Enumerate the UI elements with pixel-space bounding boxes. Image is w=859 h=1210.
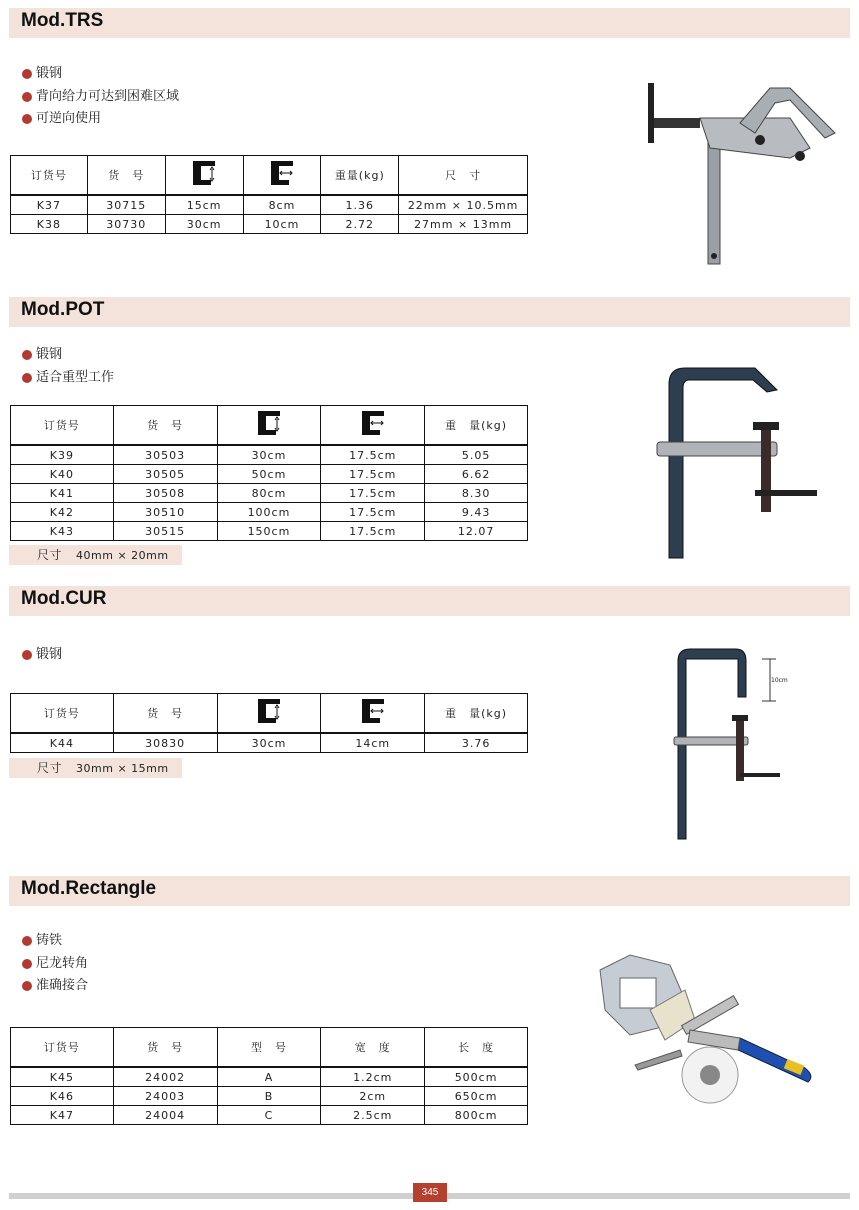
dimension-label: 10cm <box>771 677 788 684</box>
table-row: K40 30505 50cm 17.5cm 6.62 <box>11 465 528 484</box>
header-depth <box>217 694 321 734</box>
table-row: K39 30503 30cm 17.5cm 5.05 <box>11 445 528 465</box>
section-header-cur <box>9 586 850 616</box>
header-model: 型 号 <box>217 1028 321 1068</box>
header-width: 宽 度 <box>321 1028 425 1068</box>
table-row: K37 30715 15cm 8cm 1.36 22mm × 10.5mm <box>11 195 528 215</box>
header-reach <box>321 694 425 734</box>
clamp-reach-icon <box>358 407 388 441</box>
header-order-no: 订货号 <box>11 406 114 446</box>
header-item-no: 货 号 <box>113 694 217 734</box>
header-size: 尺 寸 <box>399 156 528 196</box>
section-header-rect <box>9 876 850 906</box>
clamp-depth-icon <box>254 407 284 441</box>
header-reach <box>321 406 425 446</box>
feature-item: 铸铁 <box>22 930 88 953</box>
feature-list-rect <box>22 930 88 998</box>
table-row: K38 30730 30cm 10cm 2.72 27mm × 13mm <box>11 215 528 234</box>
feature-item: 锻钢 <box>22 63 179 86</box>
feature-list-trs <box>22 63 179 131</box>
section-header-trs <box>9 8 850 38</box>
spec-table-trs <box>10 155 528 234</box>
spec-table-rect <box>10 1027 528 1125</box>
table-row: K46 24003 B 2cm 650cm <box>11 1087 528 1106</box>
feature-item: 背向给力可达到困难区域 <box>22 86 179 109</box>
header-depth <box>217 406 321 446</box>
header-weight: 重 量(kg) <box>425 694 528 734</box>
clamp-depth-icon <box>254 695 284 729</box>
rectangle-clamp-photo <box>590 950 825 1110</box>
table-row: K44 30830 30cm 14cm 3.76 <box>11 733 528 753</box>
page-number: 345 <box>413 1183 447 1202</box>
spec-table-pot <box>10 405 528 541</box>
feature-item: 锻钢 <box>22 644 62 667</box>
pot-clamp-photo <box>655 362 825 560</box>
feature-item: 适合重型工作 <box>22 367 114 390</box>
feature-list-pot <box>22 344 114 389</box>
feature-item: 锻钢 <box>22 344 114 367</box>
cur-clamp-photo <box>670 645 800 840</box>
table-row: K42 30510 100cm 17.5cm 9.43 <box>11 503 528 522</box>
section-title: Mod.Rectangle <box>21 878 157 899</box>
header-item-no: 货 号 <box>87 156 165 196</box>
clamp-depth-icon <box>189 157 219 191</box>
feature-item: 准确接合 <box>22 975 88 998</box>
section-header-pot <box>9 297 850 327</box>
table-row: K43 30515 150cm 17.5cm 12.07 <box>11 522 528 541</box>
table-row: K45 24002 A 1.2cm 500cm <box>11 1067 528 1087</box>
size-bar-pot: 尺寸 40mm × 20mm <box>9 545 182 565</box>
table-row: K47 24004 C 2.5cm 800cm <box>11 1106 528 1125</box>
header-order-no: 订货号 <box>11 156 88 196</box>
table-row: K41 30508 80cm 17.5cm 8.30 <box>11 484 528 503</box>
header-order-no: 订货号 <box>11 694 114 734</box>
header-length: 长 度 <box>425 1028 528 1068</box>
spec-table-cur <box>10 693 528 753</box>
clamp-reach-icon <box>358 695 388 729</box>
clamp-reach-icon <box>267 157 297 191</box>
header-weight: 重 量(kg) <box>425 406 528 446</box>
feature-list-cur <box>22 644 62 667</box>
section-title: Mod.CUR <box>21 588 107 609</box>
header-depth <box>165 156 243 196</box>
header-reach <box>243 156 321 196</box>
size-bar-cur: 尺寸 30mm × 15mm <box>9 758 182 778</box>
feature-item: 可逆向使用 <box>22 108 179 131</box>
header-item-no: 货 号 <box>113 1028 217 1068</box>
header-order-no: 订货号 <box>11 1028 114 1068</box>
header-weight: 重量(kg) <box>321 156 399 196</box>
header-item-no: 货 号 <box>113 406 217 446</box>
section-title: Mod.TRS <box>21 10 104 31</box>
trs-clamp-photo <box>640 78 840 270</box>
section-title: Mod.POT <box>21 299 105 320</box>
feature-item: 尼龙转角 <box>22 953 88 976</box>
